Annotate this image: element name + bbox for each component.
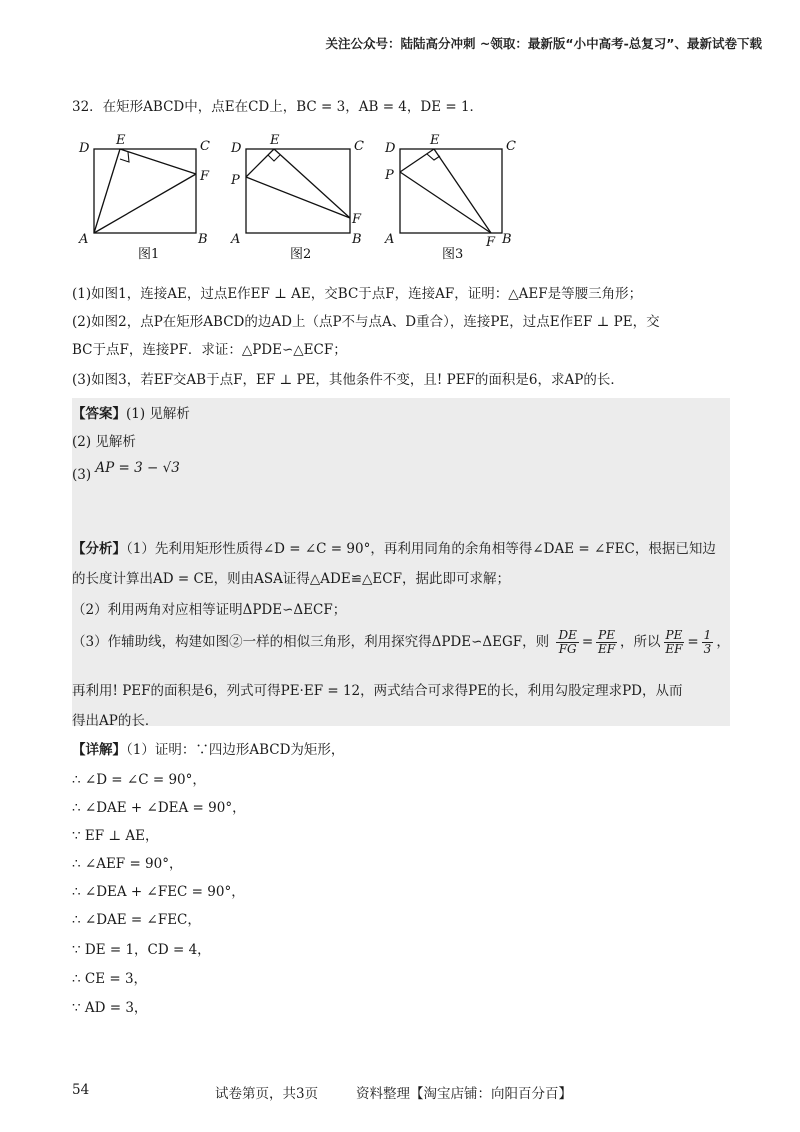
label-e: E (430, 133, 440, 148)
detail-text-1: （1）证明：∵四边形ABCD为矩形， (126, 742, 345, 758)
analysis-text-4a: （3）作辅助线，构建如图②一样的相似三角形，利用探究得ΔPDE∽ΔEGF，则 (72, 634, 550, 650)
label-f: F (200, 169, 210, 184)
rectangle-abcd (94, 149, 196, 233)
analysis-line-5: 再利用! PEF的面积是6，列式可得PE·EF = 12，两式结合可求得PE的长，利用勾股定理求PD，从而 (72, 683, 683, 699)
analysis-line-4: （3）作辅助线，构建如图②一样的相似三角形，利用探究得ΔPDE∽ΔEGF，则 $\frac{DE}{FG}$ = $\frac{PE}{EF}$ ，所以 $\frac{PE}{EF}$ = $\frac{1}{3}$ ， (72, 628, 730, 656)
analysis-text-1: （1）先利用矩形性质得∠D = ∠C = 90°，再利用同角的余角相等得∠DAE = ∠FEC，根据已知边 (126, 541, 716, 557)
label-d: D (385, 141, 396, 156)
footer-page-info: 试卷第页，共3页 (215, 1086, 319, 1102)
label-b: B (502, 232, 512, 247)
question-part-2a: (2)如图2，点P在矩形ABCD的边AD上（点P不与点A、D重合），连接PE，过点E作EF ⊥ PE，交 (72, 314, 660, 330)
label-e: E (270, 133, 280, 148)
right-angle-mark (268, 155, 280, 161)
figure-3-caption: 图3 (442, 247, 464, 262)
question-title: 32．在矩形ABCD中，点E在CD上，BC = 3，AB = 4，DE = 1． (72, 99, 484, 115)
detail-line-1 (72, 741, 344, 759)
answer-label: 【答案】 (72, 406, 126, 422)
segment-pe (246, 149, 274, 177)
label-a: A (385, 232, 395, 247)
fraction-de-fg: $\frac{DE}{FG}$ (558, 628, 577, 656)
fraction-pe-ef: $\frac{PE}{EF}$ (598, 628, 616, 656)
analysis-line-2: 的长度计算出AD = CE，则由ASA证得△ADE≌△ECF，据此即可求解； (72, 571, 510, 587)
label-b: B (352, 232, 362, 247)
segment-ef (434, 149, 491, 233)
question-part-3: (3)如图3，若EF交AB于点F，EF ⊥ PE，其他条件不变，且! PEF的面积是6，求AP的长． (72, 372, 624, 388)
detail-step: ∵ DE = 1，CD = 4， (72, 942, 211, 958)
question-part-1: (1)如图1，连接AE，过点E作EF ⊥ AE，交BC于点F，连接AF，证明：△AEF是等腰三角形； (72, 286, 643, 302)
detail-step: ∴ ∠AEF = 90°， (72, 856, 183, 872)
detail-label: 【详解】 (72, 742, 126, 758)
figure-2 (228, 132, 378, 262)
question-part-2b: BC于点F，连接PF．求证：△PDE∽△ECF； (72, 342, 347, 358)
detail-step: ∴ CE = 3， (72, 971, 148, 987)
analysis-text-4b: ，所以 (620, 634, 661, 650)
label-p: P (231, 173, 240, 188)
detail-step: ∴ ∠D = ∠C = 90°， (72, 772, 206, 788)
figure-2-caption: 图2 (290, 247, 312, 262)
answer-line-1 (72, 405, 190, 423)
label-p: P (385, 168, 394, 183)
label-d: D (79, 141, 90, 156)
detail-step: ∴ ∠DAE = ∠FEC， (72, 912, 201, 928)
label-c: C (354, 139, 364, 154)
answer-section (72, 398, 730, 726)
fraction-one-third: $\frac{1}{3}$ (703, 628, 712, 656)
analysis-line-6: 得出AP的长． (72, 713, 159, 729)
answer-1: (1) 见解析 (126, 406, 190, 422)
figure-1 (74, 132, 224, 262)
label-f: F (486, 235, 496, 250)
answer-3-prefix: (3) (72, 467, 92, 483)
page-header: 关注公众号：陆陆高分冲刺 ~领取：最新版“小中高考-总复习”、最新试卷下载 (325, 36, 762, 51)
detail-step: ∴ ∠DEA + ∠FEC = 90°， (72, 884, 245, 900)
answer-3: AP = 3 − √3 (95, 460, 180, 476)
analysis-label: 【分析】 (72, 541, 126, 557)
page-number: 54 (72, 1082, 90, 1098)
segment-ef (274, 149, 350, 218)
detail-step: ∵ EF ⊥ AE， (72, 828, 159, 844)
detail-step: ∵ AD = 3， (72, 1000, 148, 1016)
detail-step: ∴ ∠DAE + ∠DEA = 90°， (72, 800, 246, 816)
answer-2: (2) 见解析 (72, 434, 136, 450)
label-e: E (116, 133, 126, 148)
analysis-line-3: （2）利用两角对应相等证明ΔPDE∽ΔECF； (72, 602, 347, 618)
analysis-line-1 (72, 540, 716, 558)
segment-ef (120, 149, 196, 174)
label-b: B (198, 232, 208, 247)
label-a: A (79, 232, 89, 247)
figure-1-caption: 图1 (138, 247, 160, 262)
label-c: C (506, 139, 516, 154)
figure-3 (382, 132, 532, 262)
label-d: D (231, 141, 242, 156)
footer-source: 资料整理【淘宝店铺：向阳百分百】 (356, 1086, 572, 1102)
answer-line-3 (72, 460, 180, 484)
segment-pe (400, 149, 434, 172)
right-angle-mark (120, 152, 129, 162)
label-c: C (200, 139, 210, 154)
fraction-pe-ef-2: $\frac{PE}{EF}$ (665, 628, 683, 656)
label-f: F (352, 212, 362, 227)
segment-pf (400, 172, 491, 233)
label-a: A (231, 232, 241, 247)
segment-pf (246, 177, 350, 218)
